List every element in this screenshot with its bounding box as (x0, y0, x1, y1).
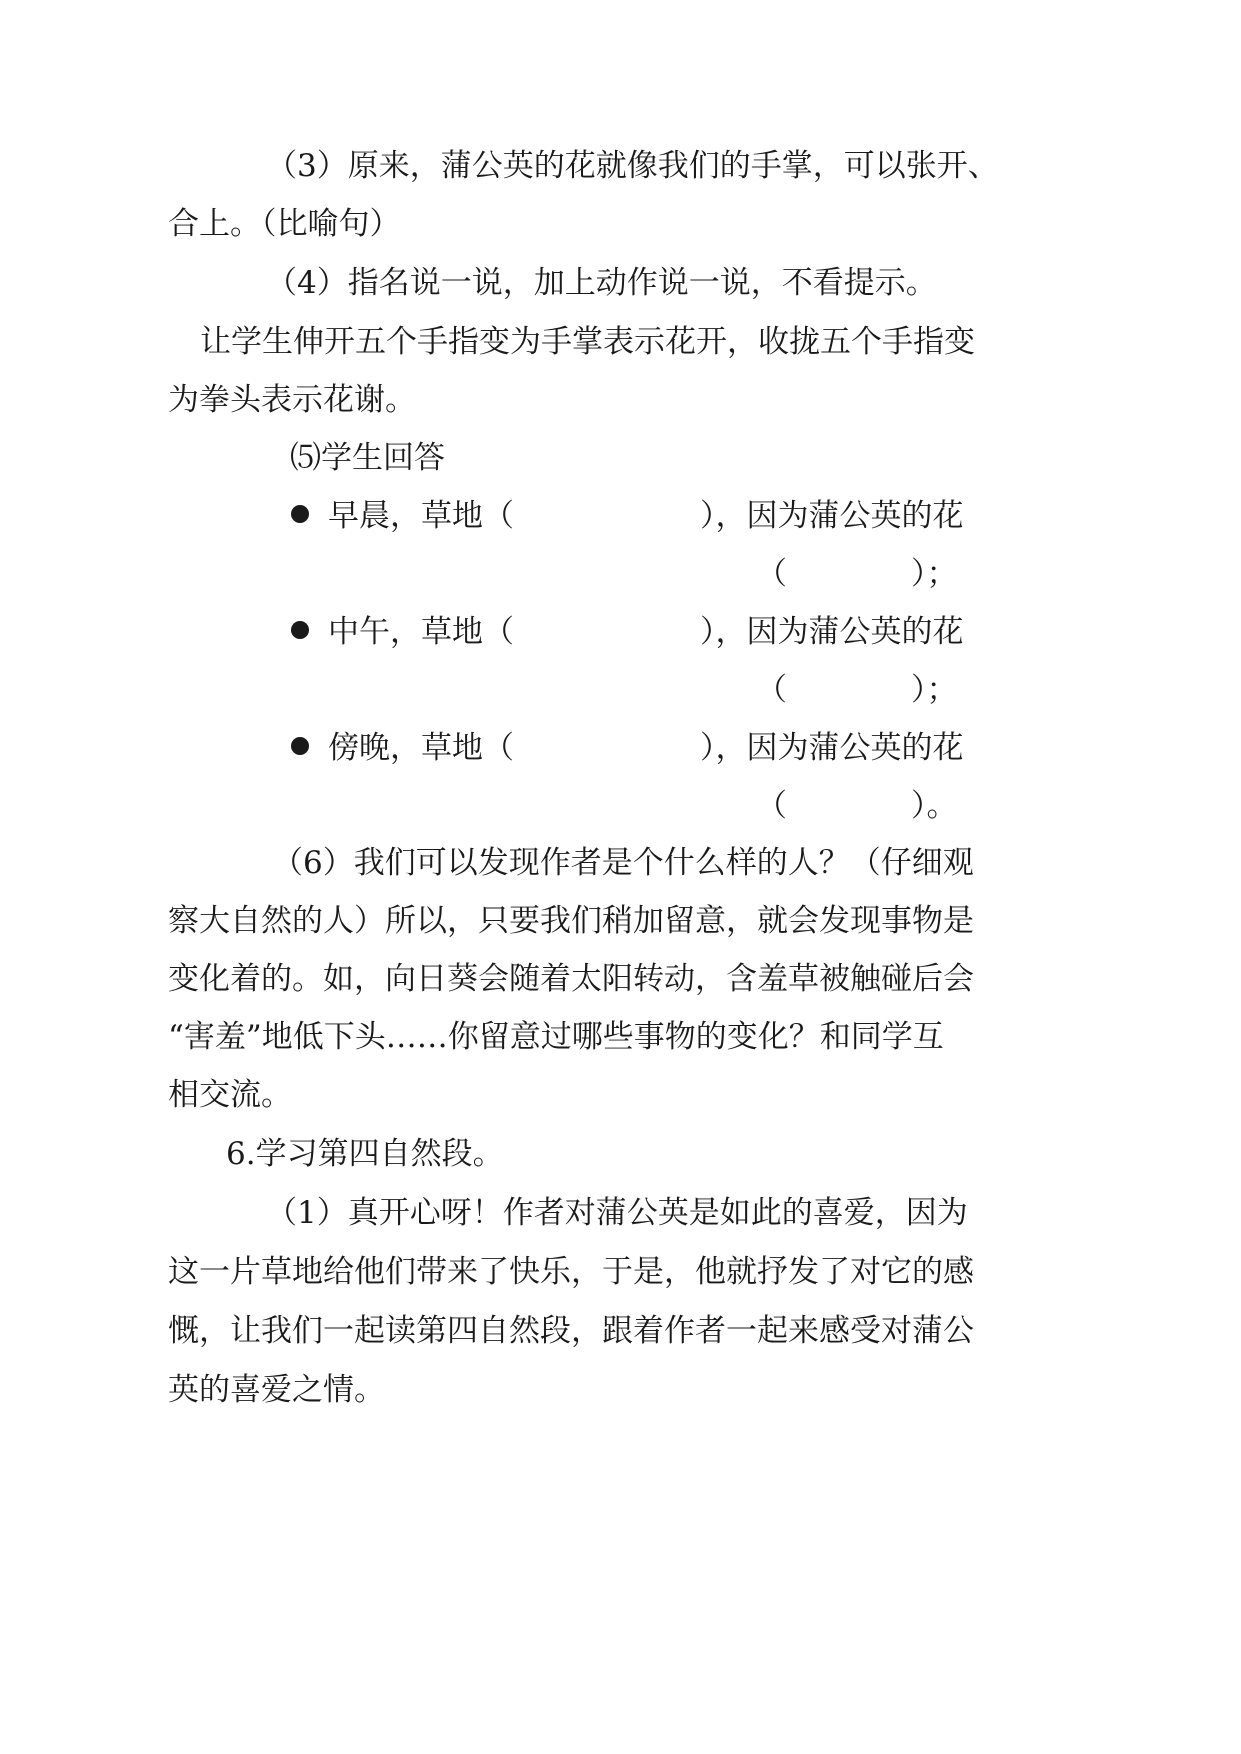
para-4: （4）指名说一说，加上动作说一说，不看提示。 (266, 265, 937, 301)
section-6-para-1-line-1: （1）真开心呀！作者对蒲公英是如此的喜爱，因为 (266, 1195, 968, 1231)
bullet-item-evening: 傍晚，草地（ ），因为蒲公英的花 (328, 730, 964, 766)
section-6-para-1-line-3: 慨，让我们一起读第四自然段，跟着作者一起来感受对蒲公 (168, 1313, 974, 1349)
para-6-line-2: 察大自然的人）所以，只要我们稍加留意，就会发现事物是 (168, 903, 974, 939)
para-3-line-1: （3）原来，蒲公英的花就像我们的手掌，可以张开、 (266, 148, 999, 184)
bullet-dot-icon (291, 505, 309, 523)
section-6-heading: 6.学习第四自然段。 (226, 1136, 504, 1172)
section-6-para-1-line-4: 英的喜爱之情。 (168, 1372, 385, 1408)
para-gesture-line-1: 让学生伸开五个手指变为手掌表示花开，收拢五个手指变 (200, 324, 975, 360)
bullet-item-morning: 早晨，草地（ ），因为蒲公英的花 (328, 498, 964, 534)
bullet-item-evening-blank: （ ）。 (756, 788, 958, 824)
section-6-para-1-line-2: 这一片草地给他们带来了快乐，于是，他就抒发了对它的感 (168, 1254, 974, 1290)
para-5-heading: ⑸学生回答 (290, 440, 445, 476)
para-6-line-1: （6）我们可以发现作者是个什么样的人？（仔细观 (272, 845, 974, 881)
bullet-dot-icon (291, 621, 309, 639)
para-3-line-2: 合上。（比喻句） (168, 206, 401, 242)
para-6-line-5: 相交流。 (168, 1077, 292, 1113)
bullet-item-noon: 中午，草地（ ），因为蒲公英的花 (328, 614, 964, 650)
bullet-item-morning-blank: （ ）； (756, 556, 958, 592)
para-gesture-line-2: 为拳头表示花谢。 (168, 382, 416, 418)
para-6-line-4: “害羞”地低下头……你留意过哪些事物的变化？和同学互 (168, 1019, 944, 1055)
bullet-item-noon-blank: （ ）； (756, 672, 958, 708)
bullet-dot-icon (291, 737, 309, 755)
para-6-line-3: 变化着的。如，向日葵会随着太阳转动，含羞草被触碰后会 (168, 961, 974, 997)
